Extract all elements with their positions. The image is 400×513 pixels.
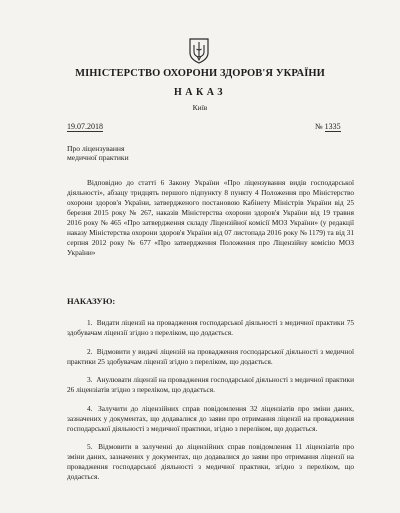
number-sign: №: [315, 122, 323, 131]
subject-line-2: медичної практики: [67, 153, 129, 162]
document-number: [315, 122, 341, 131]
decree-item: 2. Відмовити у видачі ліцензій на провадження господарської діяльності з медичної практики 25 здобувачам ліцензії згідно з переліком, що додається.: [67, 346, 354, 366]
decree-heading: НАКАЗУЮ:: [67, 296, 116, 306]
decree-items: [67, 318, 354, 491]
decree-item: 1. Видати ліцензії на провадження господарської діяльності з медичної практики 75 здобувачам ліцензії згідно з переліком, що додається.: [67, 318, 354, 337]
city: Київ: [192, 103, 208, 112]
subject-line-1: Про ліцензування: [67, 144, 125, 153]
document-date: 19.07.2018: [67, 122, 103, 131]
decree-item: 4. Залучити до ліцензійних справ повідомлення 32 ліцензіатів про зміни даних, зазначених у документах, що додавалися до заяви про отримання ліцензії на провадження господарської діяльності з медичної практики, згідно з переліком, що додається.: [67, 403, 354, 433]
number-value: 1335: [324, 122, 341, 131]
decree-item: 3. Анулювати ліцензії на провадження господарської діяльності з медичної практики 26 ліцензіатів згідно з переліком, що додається.: [67, 375, 354, 395]
document-type: НАКАЗ: [173, 87, 226, 98]
decree-item: 5. Відмовити в залученні до ліцензійних справ повідомлення 11 ліцензіатів про зміни даних, зазначених у документах, що додавалися до заяви про отримання ліцензії на провадження господарської діяльності з медичної практики, згідно з переліком, що додається.: [67, 442, 354, 482]
document-subject: [67, 144, 129, 162]
ministry-title: МІНІСТЕРСТВО ОХОРОНИ ЗДОРОВ'Я УКРАЇНИ: [75, 68, 325, 79]
trident-icon: [188, 38, 210, 64]
preamble-paragraph: Відповідно до статті 6 Закону України «Про ліцензування видів господарської діяльності», абзацу тридцять першого підпункту 8 пункту 4 Положення про Міністерство охорони здоров'я України, затвердженого постановою Кабінету Міністрів України від 25 березня 2015 року № 267, наказів Міністерства охорони здоров'я України від 19 травня 2016 року № 465 «Про затвердження складу Ліцензійної комісії МОЗ України» (у редакції наказу Міністерства охорони здоров'я України від 07 листопада 2016 року № 1179) та від 31 серпня 2012 року № 677 «Про затвердження Положення про Ліцензійну комісію МОЗ України»: [67, 178, 354, 257]
